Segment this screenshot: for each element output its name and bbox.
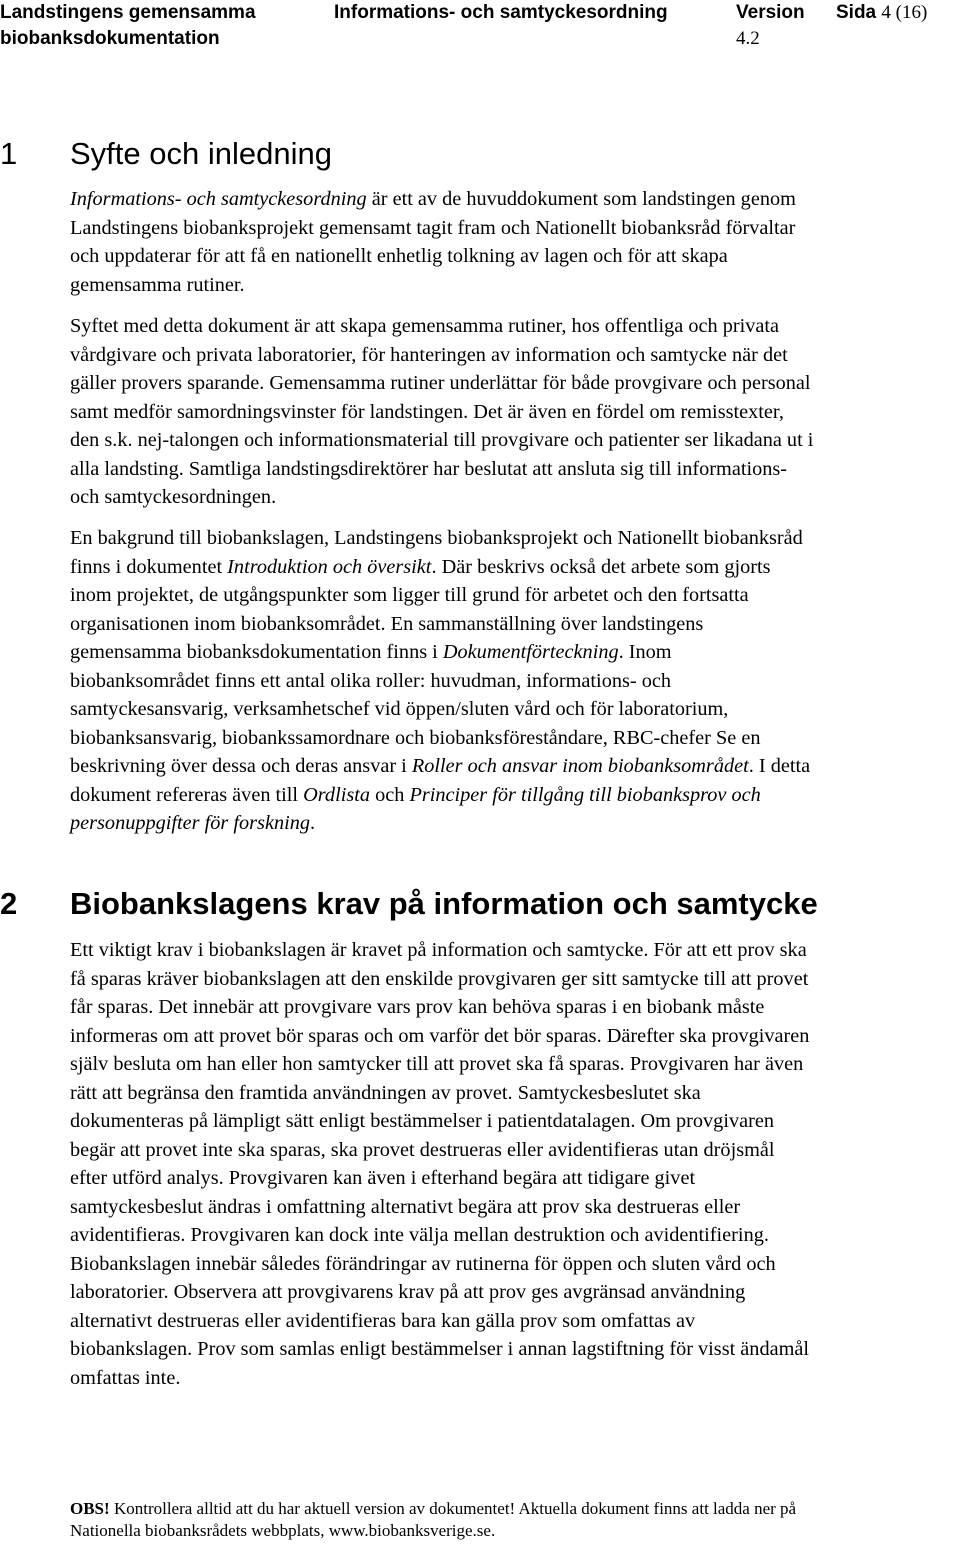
paragraph-line: efter utförd analys. Provgivaren kan även i efterhand begära att tidigare givet xyxy=(70,1167,696,1189)
paragraph-line: rätt att begränsa den framtida användningen av provet. Samtyckesbeslutet ska xyxy=(70,1081,701,1104)
paragraph-line: den s.k. nej-talongen och informationsmaterial till provgivare och patienter ser likadana ut i xyxy=(70,429,814,451)
section-2-paragraph-1 xyxy=(70,936,960,1392)
doc-reference: Principer för tillgång till biobanksprov och xyxy=(409,783,761,806)
section-1-title: Syfte och inledning xyxy=(70,136,332,171)
paragraph-line: biobankslagen. Prov som samlas enligt bestämmelser i annan lagstiftning för visst ändamål xyxy=(70,1338,809,1360)
paragraph-line: omfattas inte. xyxy=(70,1366,181,1389)
paragraph-line: Ett viktigt krav i biobankslagen är kravet på information och samtycke. För att ett prov ska xyxy=(70,939,807,961)
header-page-label: Sida xyxy=(836,2,877,23)
paragraph-line: dokumenteras på lämpligt sätt enligt bestämmelser i patientdatalagen. Om provgivaren xyxy=(70,1110,775,1132)
doc-reference: personuppgifter för forskning xyxy=(70,812,310,834)
header-version-number: 4.2 xyxy=(736,28,760,49)
doc-reference: Roller och ansvar inom biobanksområdet xyxy=(411,755,749,777)
footer-line-2: Nationella biobanksrådets webbplats, www.biobanksverige.se. xyxy=(70,1521,496,1540)
doc-reference: Ordlista xyxy=(303,783,371,806)
paragraph-line: samtyckesbeslut ändras i omfattning alternativt begära att prov ska destrueras eller xyxy=(70,1195,741,1218)
doc-reference: Informations- och samtyckesordning xyxy=(70,188,367,210)
paragraph-line: personuppgifter för forskning. xyxy=(70,812,316,834)
paragraph-line: själv besluta om han eller hon samtycker till att provet ska få sparas. Provgivaren har även xyxy=(70,1053,804,1075)
paragraph-line: biobanksansvarig, biobankssamordnare och biobanksföreståndare, RBC-chefer Se en xyxy=(70,726,761,749)
paragraph-line: inom projektet, de utgångspunkter som ligger till grund för arbetet och den fortsatta xyxy=(70,584,749,606)
paragraph-line: gäller provers sparande. Gemensamma rutiner underlättar för både provgivare och personal xyxy=(70,372,811,394)
paragraph-line: organisationen inom biobanksområdet. En sammanställning över landstingens xyxy=(70,612,704,635)
header-version-label: Version xyxy=(736,2,805,23)
section-1-heading xyxy=(0,134,960,174)
paragraph-line: få sparas kräver biobankslagen att den enskilde provgivaren ger sitt samtycke till att provet xyxy=(70,967,809,990)
header-document-title: Informations- och samtyckesordning xyxy=(334,2,668,23)
section-1-paragraph-2 xyxy=(70,312,960,512)
header-organization xyxy=(0,0,300,52)
paragraph-line: alla landsting. Samtliga landstingsdirektörer har beslutat att ansluta sig till informations- xyxy=(70,457,788,480)
doc-reference: Dokumentförteckning xyxy=(442,641,619,663)
section-1-number: 1 xyxy=(0,136,18,171)
header-page xyxy=(836,0,960,26)
paragraph-line: Biobankslagen innebär således förändringar av rutinerna för öppen och sluten vård och xyxy=(70,1252,776,1275)
footer-line-1: OBS! Kontrollera alltid att du har aktuell version av dokumentet! Aktuella dokument finns att ladda ner på xyxy=(70,1499,797,1518)
paragraph-line: begär att provet inte ska sparas, ska provet destrueras eller avidentifieras utan dröjsmål xyxy=(70,1138,775,1161)
paragraph-line: vårdgivare och privata laboratorier, för hanteringen av information och samtycke när det xyxy=(70,343,788,366)
paragraph-line: samt medför samordningsvinster för landstingen. Det är även en fördel om remisstexter, xyxy=(70,400,784,423)
paragraph-line: beskrivning över dessa och deras ansvar i Roller och ansvar inom biobanksområdet. I detta xyxy=(70,755,811,777)
paragraph-line: biobanksområdet finns ett antal olika roller: huvudman, informations- och xyxy=(70,669,671,692)
doc-reference: Introduktion och översikt xyxy=(227,555,432,578)
paragraph-line: gemensamma rutiner. xyxy=(70,273,245,296)
header-page-number: 4 (16) xyxy=(881,2,928,23)
paragraph-line: gemensamma biobanksdokumentation finns i Dokumentförteckning. Inom xyxy=(70,641,672,663)
section-1-paragraph-1 xyxy=(70,185,960,299)
paragraph-line: Informations- och samtyckesordning är ett av de huvuddokument som landstingen genom xyxy=(70,188,796,210)
header-org-line2: biobanksdokumentation xyxy=(0,28,220,49)
paragraph-line: får sparas. Det innebär att provgivare vars prov kan behöva sparas i en biobank måste xyxy=(70,996,765,1018)
paragraph-line: alternativt destrueras eller avidentifieras bara kan gälla prov som omfattas av xyxy=(70,1309,696,1332)
paragraph-line: och samtyckesordningen. xyxy=(70,486,277,508)
paragraph-line: och uppdaterar för att få en nationellt enhetlig tolkning av lagen och för att skapa xyxy=(70,245,728,267)
page-footer xyxy=(70,1498,960,1542)
paragraph-line: finns i dokumentet Introduktion och översikt. Där beskrivs också det arbete som gjorts xyxy=(70,555,771,578)
section-1-paragraph-3 xyxy=(70,524,960,838)
paragraph-line: samtyckesansvarig, verksamhetschef vid öppen/sluten vård och för laboratorium, xyxy=(70,698,729,720)
header-org-line1: Landstingens gemensamma xyxy=(0,2,256,23)
paragraph-line: informeras om att provet bör sparas och om varför det bör sparas. Därefter ska provgivaren xyxy=(70,1024,810,1047)
section-2-title: Biobankslagens krav på information och samtycke xyxy=(70,886,818,921)
paragraph-line: En bakgrund till biobankslagen, Landstingens biobanksprojekt och Nationellt biobanksråd xyxy=(70,527,803,549)
section-2-heading xyxy=(0,884,960,924)
paragraph-line: laboratorier. Observera att provgivarens krav på att prov ges avgränsad användning xyxy=(70,1281,746,1303)
section-2-number: 2 xyxy=(0,886,18,921)
paragraph-line: dokument refereras även till Ordlista och Principer för tillgång till biobanksprov och xyxy=(70,783,761,806)
header-version xyxy=(736,0,826,52)
paragraph-line: Landstingens biobanksprojekt gemensamt tagit fram och Nationellt biobanksråd förvaltar xyxy=(70,216,796,239)
footer-obs-label: OBS! xyxy=(70,1499,110,1518)
paragraph-line: Syftet med detta dokument är att skapa gemensamma rutiner, hos offentliga och privata xyxy=(70,315,780,337)
paragraph-line: avidentifieras. Provgivaren kan dock inte välja mellan destruktion och avidentifiering. xyxy=(70,1224,769,1246)
